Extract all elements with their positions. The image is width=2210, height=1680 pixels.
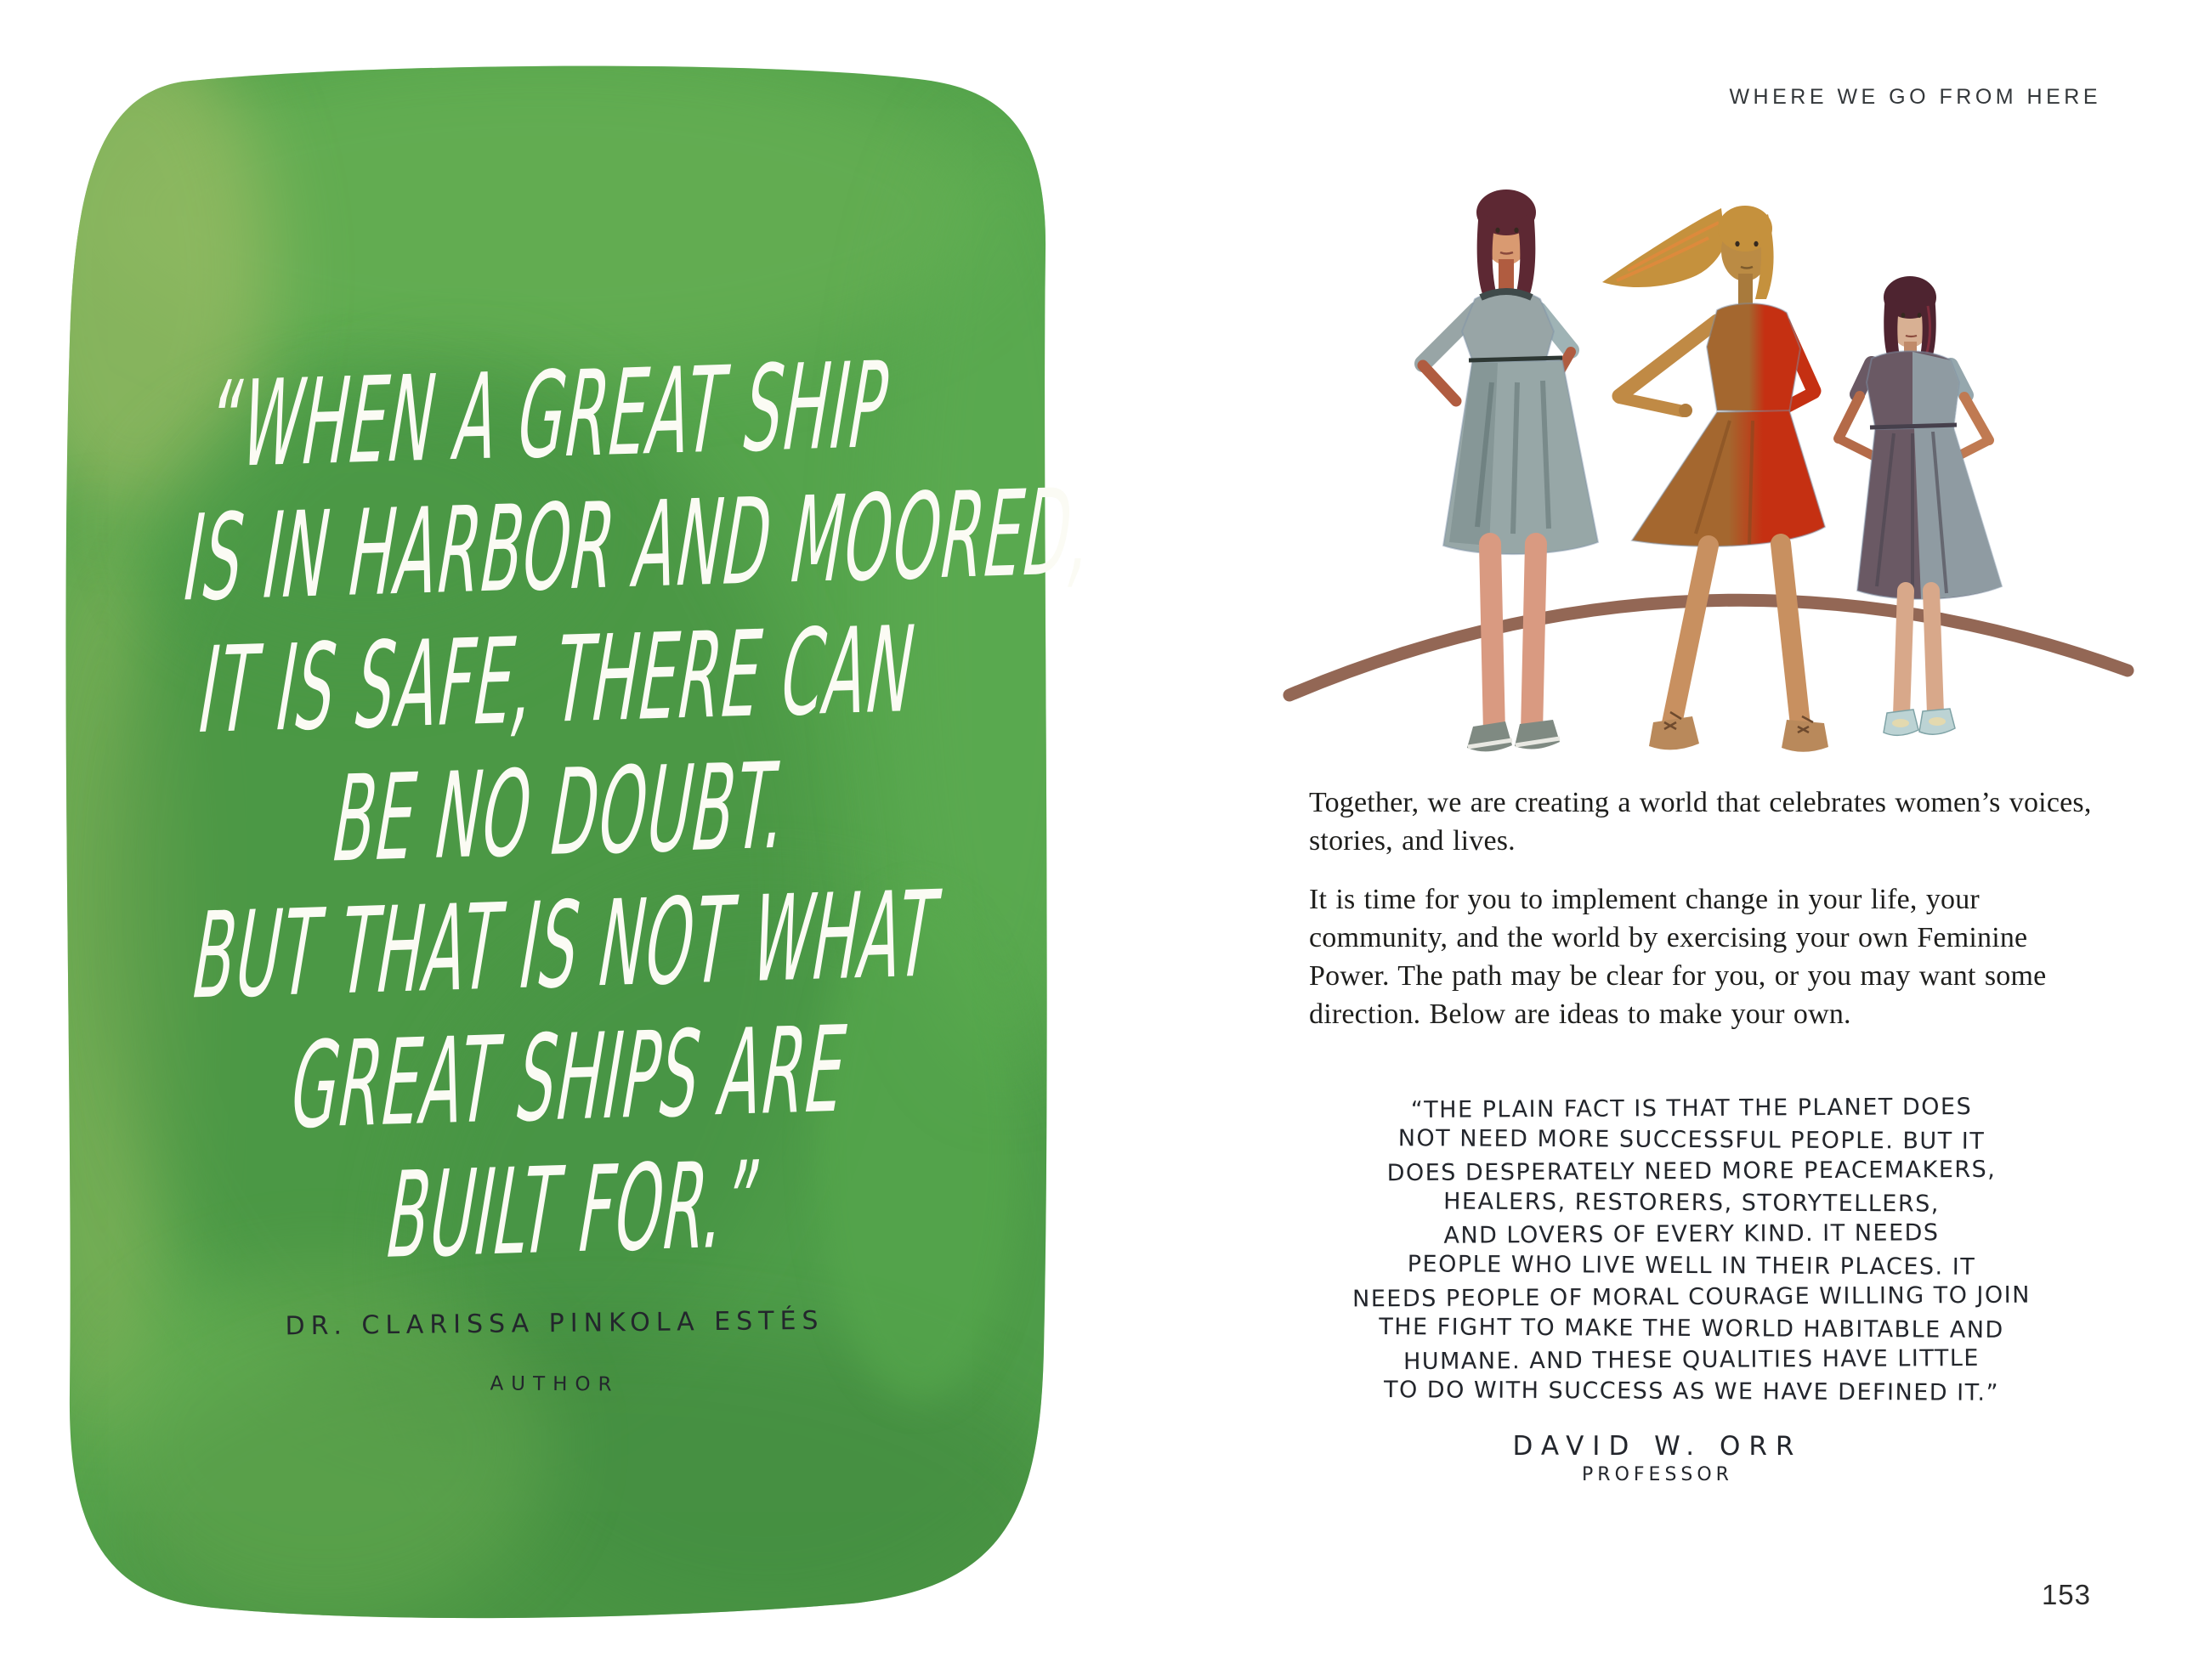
orr-attribution-title: PROFESSOR: [1582, 1464, 1733, 1485]
ship-quote-text: BUT THAT IS NOT WHAT: [183, 865, 948, 1027]
orr-attribution-name: DAVID W. ORR: [1512, 1431, 1803, 1462]
girl-right: [1839, 276, 2002, 735]
ground-arc: [1289, 600, 2128, 695]
orr-quote-line: THE FIGHT TO MAKE THE WORLD HABITABLE AND: [1379, 1314, 2004, 1343]
estes-attribution-title: AUTHOR: [490, 1372, 620, 1396]
orr-quote: [1292, 1095, 2091, 1410]
paragraph-implement-change: It is time for you to implement change in your life, your community, and the world by exercising your own Feminine Power. The path may be clear for you, or you may want some direction. Below are ideas to make your own.: [1309, 884, 2047, 1030]
ship-quote-text: IT IS SAFE, THERE CAN: [189, 601, 926, 761]
ship-quote-text: BE NO DOUBT.: [323, 738, 799, 890]
orr-quote-line: “THE PLAIN FACT IS THAT THE PLANET DOES: [1410, 1093, 1973, 1124]
orr-quote-line: NOT NEED MORE SUCCESSFUL PEOPLE. BUT IT: [1397, 1125, 1986, 1155]
illustration-three-girls: [1232, 127, 2184, 773]
ship-quote-line: [99, 1136, 1038, 1326]
orr-quote-line: DOES DESPERATELY NEED MORE PEACEMAKERS,: [1386, 1156, 1997, 1187]
estes-attribution-name: DR. CLARISSA PINKOLA ESTÉS: [285, 1305, 824, 1342]
ship-quote-text: “WHEN A GREAT SHIP: [199, 337, 899, 495]
running-header: WHERE WE GO FROM HERE: [1729, 85, 2101, 109]
orr-quote-line: PEOPLE WHO LIVE WELL IN THEIR PLACES. IT: [1407, 1251, 1976, 1281]
orr-quote-line: NEEDS PEOPLE OF MORAL COURAGE WILLING TO JOIN: [1352, 1281, 2031, 1313]
paragraph-together: Together, we are creating a world that celebrates women’s voices, stories, and lives.: [1309, 787, 2092, 857]
orr-quote-line: TO DO WITH SUCCESS AS WE HAVE DEFINED IT.”: [1383, 1377, 2000, 1406]
girl-middle: [1602, 206, 1828, 752]
orr-quote-line: HEALERS, RESTORERS, STORYTELLERS,: [1443, 1188, 1940, 1218]
girl-left: [1423, 189, 1598, 751]
ship-quote-text: IS IN HARBOR AND MOORED,: [173, 463, 1104, 629]
ship-quote-text: BUILT FOR.”: [377, 1136, 769, 1287]
page-number: 153: [2041, 1579, 2091, 1610]
orr-quote-line: AND LOVERS OF EVERY KIND. IT NEEDS: [1443, 1219, 1940, 1249]
ship-quote-text: GREAT SHIPS ARE: [280, 1001, 858, 1157]
orr-quote-line: HUMANE. AND THESE QUALITIES HAVE LITTLE: [1402, 1344, 1980, 1376]
ship-quote: [76, 337, 1104, 1326]
